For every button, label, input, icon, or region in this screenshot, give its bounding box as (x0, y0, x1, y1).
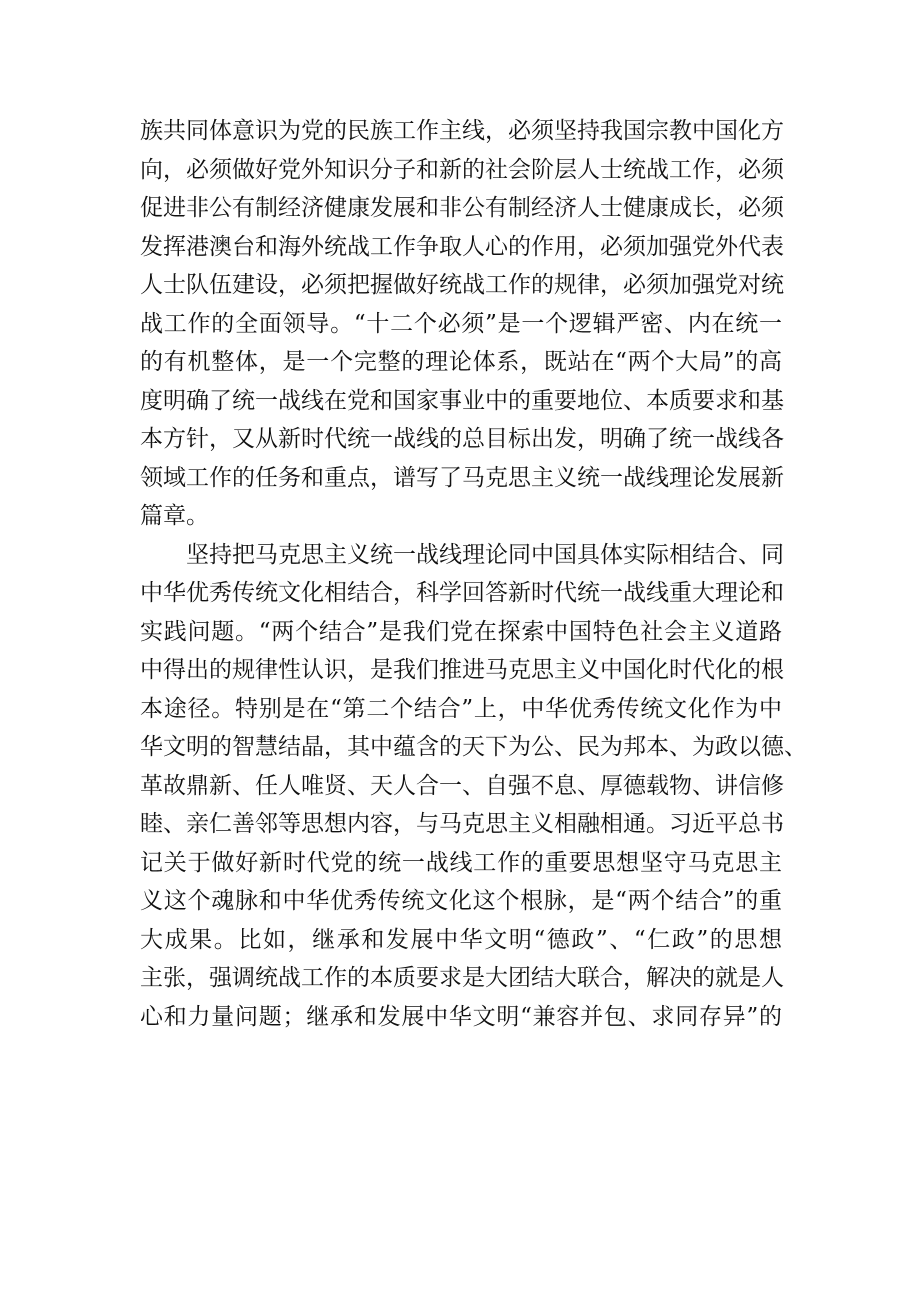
text-line: 实践问题。“两个结合”是我们党在探索中国特色社会主义道路 (140, 618, 782, 645)
text-line: 领域工作的任务和重点，谱写了马克思主义统一战线理论发展新 (140, 464, 784, 491)
text-line: 族共同体意识为党的民族工作主线，必须坚持我国宗教中国化方 (140, 118, 784, 144)
text-line: 华文明的智慧结晶，其中蕴含的天下为公、民为邦本、为政以德、 (140, 734, 807, 760)
text-line: 睦、亲仁善邻等思想内容，与马克思主义相融相通。习近平总书 (140, 811, 784, 837)
text-line: 度明确了统一战线在党和国家事业中的重要地位、本质要求和基 (140, 387, 784, 414)
body-text (140, 112, 807, 1036)
text-line: 心和力量问题；继承和发展中华文明“兼容并包、求同存异”的 (140, 1003, 782, 1030)
text-line: 篇章。 (140, 503, 209, 529)
text-line: 的有机整体，是一个完整的理论体系，既站在“两个大局”的高 (140, 349, 782, 375)
text-line: 本方针，又从新时代统一战线的总目标出发，明确了统一战线各 (140, 426, 784, 452)
paragraph-2 (140, 536, 807, 1037)
paragraph-1 (140, 112, 782, 536)
text-line: 本途径。特别是在“第二个结合”上，中华优秀传统文化作为中 (140, 695, 782, 722)
text-line: 中得出的规律性认识，是我们推进马克思主义中国化时代化的根 (140, 657, 784, 683)
text-line: 中华优秀传统文化相结合，科学回答新时代统一战线重大理论和 (140, 580, 784, 606)
text-line: 大成果。比如，继承和发展中华文明“德政”、“仁政”的思想 (140, 926, 782, 953)
text-line: 促进非公有制经济健康发展和非公有制经济人士健康成长，必须 (140, 195, 784, 221)
text-line: 坚持把马克思主义统一战线理论同中国具体实际相结合、同 (186, 541, 784, 568)
text-line: 发挥港澳台和海外统战工作争取人心的作用，必须加强党外代表 (140, 233, 784, 260)
text-line: 记关于做好新时代党的统一战线工作的重要思想坚守马克思主 (140, 849, 782, 876)
text-line: 人士队伍建设，必须把握做好统战工作的规律，必须加强党对统 (140, 272, 784, 298)
text-line: 向，必须做好党外知识分子和新的社会阶层人士统战工作，必须 (140, 156, 784, 183)
text-line: 义这个魂脉和中华优秀传统文化这个根脉，是“两个结合”的重 (140, 888, 782, 914)
text-line: 革故鼎新、任人唯贤、天人合一、自强不息、厚德载物、讲信修 (140, 772, 784, 799)
text-line: 战工作的全面领导。“十二个必须”是一个逻辑严密、内在统一 (140, 310, 782, 337)
text-line: 主张，强调统战工作的本质要求是大团结大联合，解决的就是人 (140, 965, 784, 991)
